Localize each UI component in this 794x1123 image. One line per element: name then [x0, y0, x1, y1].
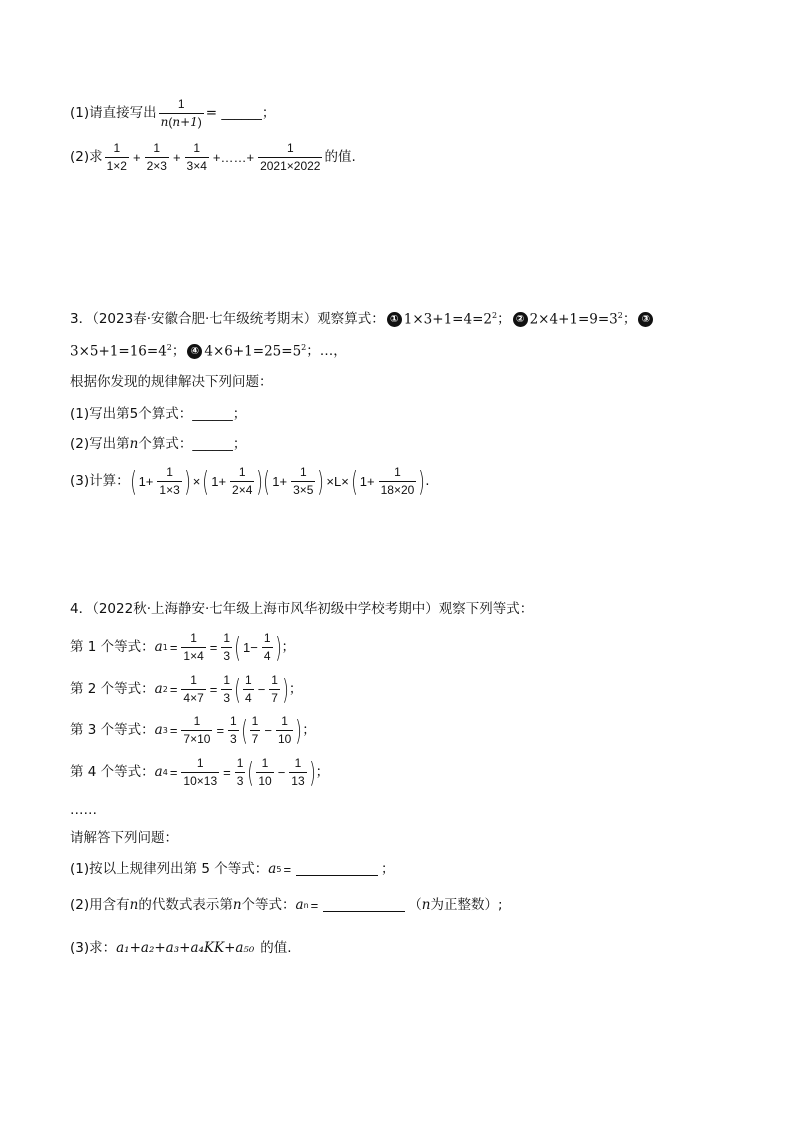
q4-part2-prefix: (2)用含有 — [70, 897, 130, 913]
var-n: n — [129, 897, 139, 913]
q3-eq2: $2\times 4+1=9=3^2$ — [529, 311, 623, 328]
term-fraction-3: $\frac{1}{3\times 4}$ — [186, 141, 207, 174]
q4-part2-mid: 的代数式表示第 — [138, 897, 233, 913]
circled-3-icon: ③ — [638, 312, 653, 327]
var-n: n — [232, 897, 242, 913]
q3-header: 3．（2023春·安徽合肥·七年级统考期末）观察算式： — [70, 310, 385, 327]
q4-part1-prefix: (1)按以上规律列出第 5 个等式： — [70, 861, 269, 877]
q3-eq4: $4\times 6+1=25=5^2$ — [204, 343, 307, 360]
q3-part2 — [70, 438, 246, 452]
circled-1-icon: ① — [387, 312, 402, 327]
var-n: n — [129, 436, 139, 452]
question-part2-line: (2)求 $\frac{1}{1\times 2}$ + $\frac{1}{2\times 3}$ + $\frac{1}{3\times 4}$ +……+ $\frac{1}{2021\times 2022}$ 的值. — [70, 141, 356, 174]
circled-2-icon: ② — [513, 312, 528, 327]
fraction-denominator: n(n+1) — [160, 115, 202, 130]
q4-eq1: 第 1 个等式： a 1 = $\frac{1}{1\times 4}$ = $\frac{1}{3}$ ( 1− $\frac{1}{4}$ ) ； — [70, 630, 295, 664]
term-fraction-1: $\frac{1}{1\times 2}$ — [106, 141, 127, 174]
q3-part2-suffix: 个算式：______； — [138, 436, 247, 452]
part1-fraction — [159, 98, 204, 129]
q3-part2-prefix: (2)写出第 — [70, 436, 130, 452]
q3-part1: (1)写出第5个算式：______； — [70, 406, 247, 422]
q4-part2-mid2: 个等式： — [241, 897, 296, 913]
q3-ellipsis: ；…， — [306, 342, 347, 359]
product-fraction-2: $\frac{1}{2\times 4}$ — [232, 465, 253, 498]
q4-header: 4．（2022秋·上海静安·七年级上海市风华初级中学校考期中）观察下列等式： — [70, 601, 534, 617]
product-fraction-1: $\frac{1}{1\times 3}$ — [159, 465, 180, 498]
part2-suffix: 的值. — [324, 148, 356, 165]
term-fraction-2: $\frac{1}{2\times 3}$ — [146, 141, 167, 174]
var-a: a — [268, 861, 277, 877]
product-dots: ×L× — [326, 474, 349, 490]
circled-4-icon: ④ — [187, 344, 202, 359]
q4-part3-suffix: 的值. — [260, 940, 292, 956]
q3-instruction: 根据你发现的规律解决下列问题： — [70, 374, 273, 390]
var-n: n — [160, 115, 169, 130]
q4-part1: (1)按以上规律列出第 5 个等式： a 5 = ； — [70, 861, 395, 878]
part1-suffix: = ______； — [205, 104, 276, 121]
var-n: n — [421, 897, 431, 913]
var-n-plus-1: n+1 — [172, 115, 198, 130]
q4-part3-prefix: (3)求： — [70, 940, 117, 956]
q3-part3: (3)计算： ( 1+ $\frac{1}{1\times 3}$ ) × ( 1+ $\frac{1}{2\times 4}$ ) ( 1+ $\frac{1}{3\times 5}$ ) ×L× ( 1+ $\frac{1}{18\times 20}$ ) . — [70, 464, 430, 498]
part2-prefix: (2)求 — [70, 148, 103, 165]
q4-sum-expression: a₁+a₂+a₃+a₄KK+a₅₀ — [116, 940, 255, 956]
answer-blank[interactable] — [323, 899, 405, 912]
q4-eq2: 第 2 个等式： a 2 = $\frac{1}{4\times 7}$ = $\frac{1}{3}$ ( $\frac{1}{4}$ − $\frac{1}{7}$ ) ； — [70, 672, 303, 706]
term-fraction-last: $\frac{1}{2021\times 2022}$ — [260, 141, 321, 174]
fraction-numerator: 1 — [177, 97, 185, 111]
series-dots: +……+ — [212, 150, 255, 166]
answer-blank[interactable] — [296, 863, 378, 876]
q3-part3-end: . — [425, 472, 430, 489]
q3-eq3: $3\times 5+1=16=4^2$ — [70, 343, 172, 360]
q4-instruction: 请解答下列问题： — [70, 830, 178, 846]
q4-part2: (2)用含有 n 的代数式表示第 n 个等式： a n = （ n 为正整数）; — [70, 897, 503, 914]
product-fraction-3: $\frac{1}{3\times 5}$ — [293, 465, 314, 498]
q4-eq3: 第 3 个等式： a 3 = $\frac{1}{7\times 10}$ = $\frac{1}{3}$ ( $\frac{1}{7}$ − $\frac{1}{10}$ ) ； — [70, 713, 316, 747]
q4-part3 — [70, 942, 292, 956]
q4-dots: …… — [70, 802, 97, 818]
q3-part3-prefix: (3)计算： — [70, 472, 130, 489]
question-part1-line — [70, 98, 275, 129]
q3-eq1: $1\times 3+1=4=2^2$ — [403, 311, 498, 328]
part1-prefix: (1)请直接写出 — [70, 104, 157, 121]
q4-eq4: 第 4 个等式： a 4 = $\frac{1}{10\times 13}$ = $\frac{1}{3}$ ( $\frac{1}{10}$ − $\frac{1}{13}$ ) ； — [70, 755, 330, 789]
q3-header-line: 3．（2023春·安徽合肥·七年级统考期末）观察算式： ① $1\times 3+1=4=2^2$ ； ② $2\times 4+1=9=3^2$ ； ③ — [70, 312, 655, 327]
q3-line2: $3\times 5+1=16=4^2$ ； ④ $4\times 6+1=25=5^2$ ；…， — [70, 342, 347, 360]
product-fraction-last: $\frac{1}{18\times 20}$ — [380, 465, 415, 498]
